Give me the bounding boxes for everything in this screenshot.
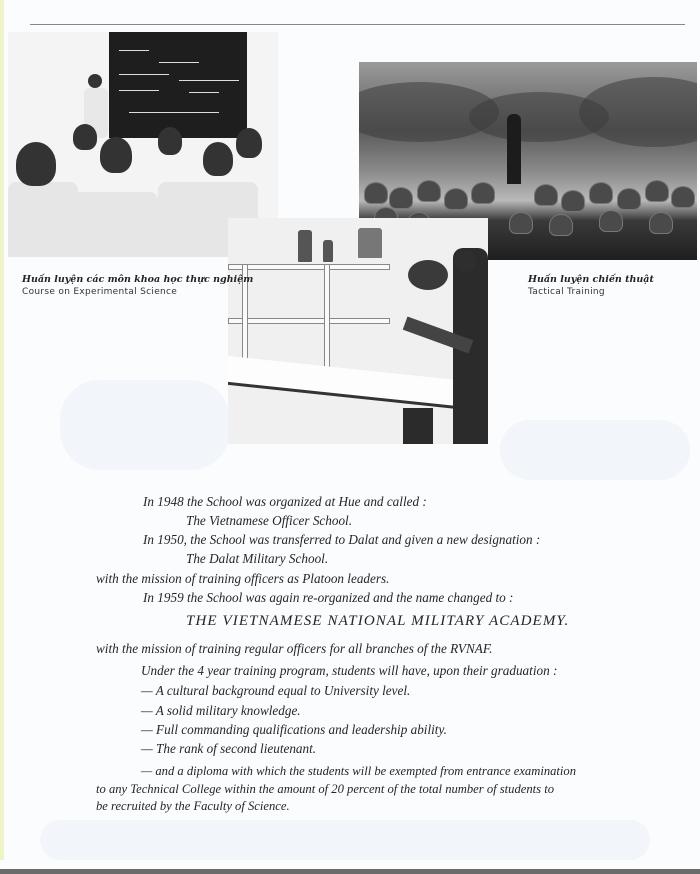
school-name-1948: The Vietnamese Officer School.: [186, 513, 353, 528]
diploma-line: to any Technical College within the amount of 20 percent of the total number of students to: [96, 782, 554, 796]
background-ghost: [40, 820, 650, 860]
page-bottom-edge: [0, 869, 700, 874]
paragraph-1950: In 1950, the School was transferred to Dalat and given a new designation :: [143, 532, 541, 547]
page-edge: [0, 0, 4, 860]
academy-name: THE VIETNAMESE NATIONAL MILITARY ACADEMY.: [186, 613, 570, 629]
chalkboard: [109, 32, 247, 138]
benefit-item: — A cultural background equal to University level.: [141, 683, 411, 698]
caption-vietnamese: Huấn luyện chiến thuật: [528, 274, 654, 285]
top-rule: [30, 24, 685, 25]
classroom-caption: [22, 274, 253, 298]
paragraph-1959: In 1959 the School was again re-organized and the name changed to :: [143, 590, 514, 605]
caption-english: Tactical Training: [528, 287, 605, 297]
mission-1959: with the mission of training regular officers for all branches of the RVNAF.: [96, 641, 493, 656]
benefit-item: — A solid military knowledge.: [141, 703, 301, 718]
diploma-line: be recruited by the Faculty of Science.: [96, 799, 290, 813]
mission-1950: with the mission of training officers as Platoon leaders.: [96, 571, 390, 586]
background-ghost: [500, 420, 690, 480]
laboratory-photo: [228, 218, 488, 444]
standing-officer: [507, 114, 521, 184]
school-name-1950: The Dalat Military School.: [186, 551, 329, 566]
tactical-caption: [528, 274, 654, 298]
caption-vietnamese: Huấn luyện các môn khoa học thực nghiệm: [22, 274, 254, 285]
background-ghost: [60, 380, 230, 470]
benefit-item: — The rank of second lieutenant.: [141, 741, 317, 756]
benefit-item: — Full commanding qualifications and leadership ability.: [141, 722, 447, 737]
paragraph-1948: In 1948 the School was organized at Hue and called :: [143, 494, 427, 509]
caption-english: Course on Experimental Science: [22, 287, 178, 297]
program-intro: Under the 4 year training program, students will have, upon their graduation :: [141, 663, 558, 678]
diploma-line: — and a diploma with which the students will be exempted from entrance examination: [141, 764, 577, 778]
